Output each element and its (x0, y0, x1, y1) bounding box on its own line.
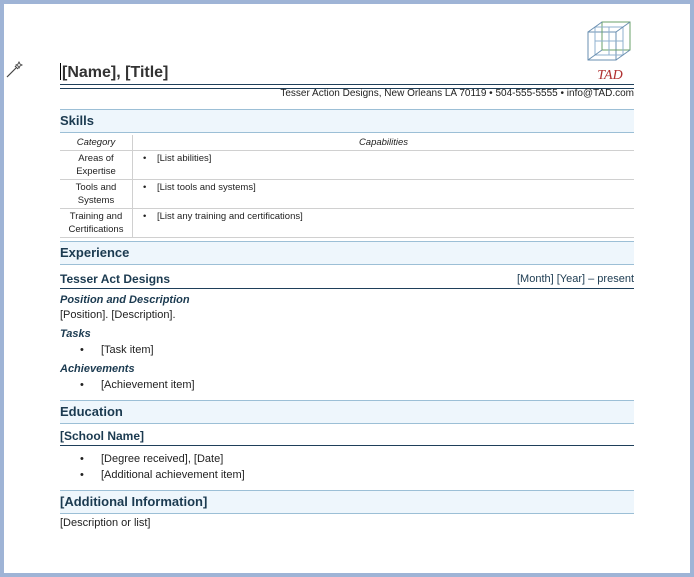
logo-text: TAD (597, 68, 623, 83)
list-item: • [Task item] (80, 344, 154, 356)
education-heading: Education (60, 400, 634, 424)
tesseract-logo-icon (584, 18, 636, 70)
school-name: [School Name] (60, 429, 634, 446)
position-text: [Position]. [Description]. (60, 309, 176, 321)
skills-heading: Skills (60, 109, 634, 133)
document-page (4, 4, 690, 573)
achievements-subheading: Achievements (60, 363, 135, 375)
name-title-heading[interactable] (60, 63, 168, 82)
company-logo (584, 18, 636, 88)
capability-cell: • [List tools and systems] (133, 180, 635, 209)
job-dates: [Month] [Year] – present (517, 273, 634, 285)
capability-cell: • [List abilities] (133, 151, 635, 180)
magic-wand-icon[interactable] (4, 60, 24, 80)
list-item: • [Degree received], [Date] (80, 453, 224, 465)
list-item: • [Additional achievement item] (80, 469, 245, 481)
job-header (60, 272, 634, 289)
capability-cell: • [List any training and certifications] (133, 209, 635, 238)
table-row (60, 151, 634, 180)
position-subheading: Position and Description (60, 294, 190, 306)
table-row (60, 209, 634, 238)
text-cursor (60, 63, 61, 80)
skills-table (60, 135, 634, 238)
category-header: Category (60, 135, 133, 151)
contact-line: Tesser Action Designs, New Orleans LA 70119 • 504-555-5555 • info@TAD.com (280, 88, 634, 99)
additional-info-heading: [Additional Information] (60, 490, 634, 514)
capabilities-header: Capabilities (133, 135, 635, 151)
skills-table-header (60, 135, 634, 151)
company-name: Tesser Act Designs (60, 272, 171, 286)
table-row (60, 180, 634, 209)
category-cell: Training and Certifications (60, 209, 133, 238)
experience-heading: Experience (60, 241, 634, 265)
category-cell: Tools and Systems (60, 180, 133, 209)
tasks-subheading: Tasks (60, 328, 91, 340)
name-title-text: [Name], [Title] (62, 64, 169, 81)
additional-info-text: [Description or list] (60, 517, 151, 529)
category-cell: Areas of Expertise (60, 151, 133, 180)
list-item: • [Achievement item] (80, 379, 195, 391)
